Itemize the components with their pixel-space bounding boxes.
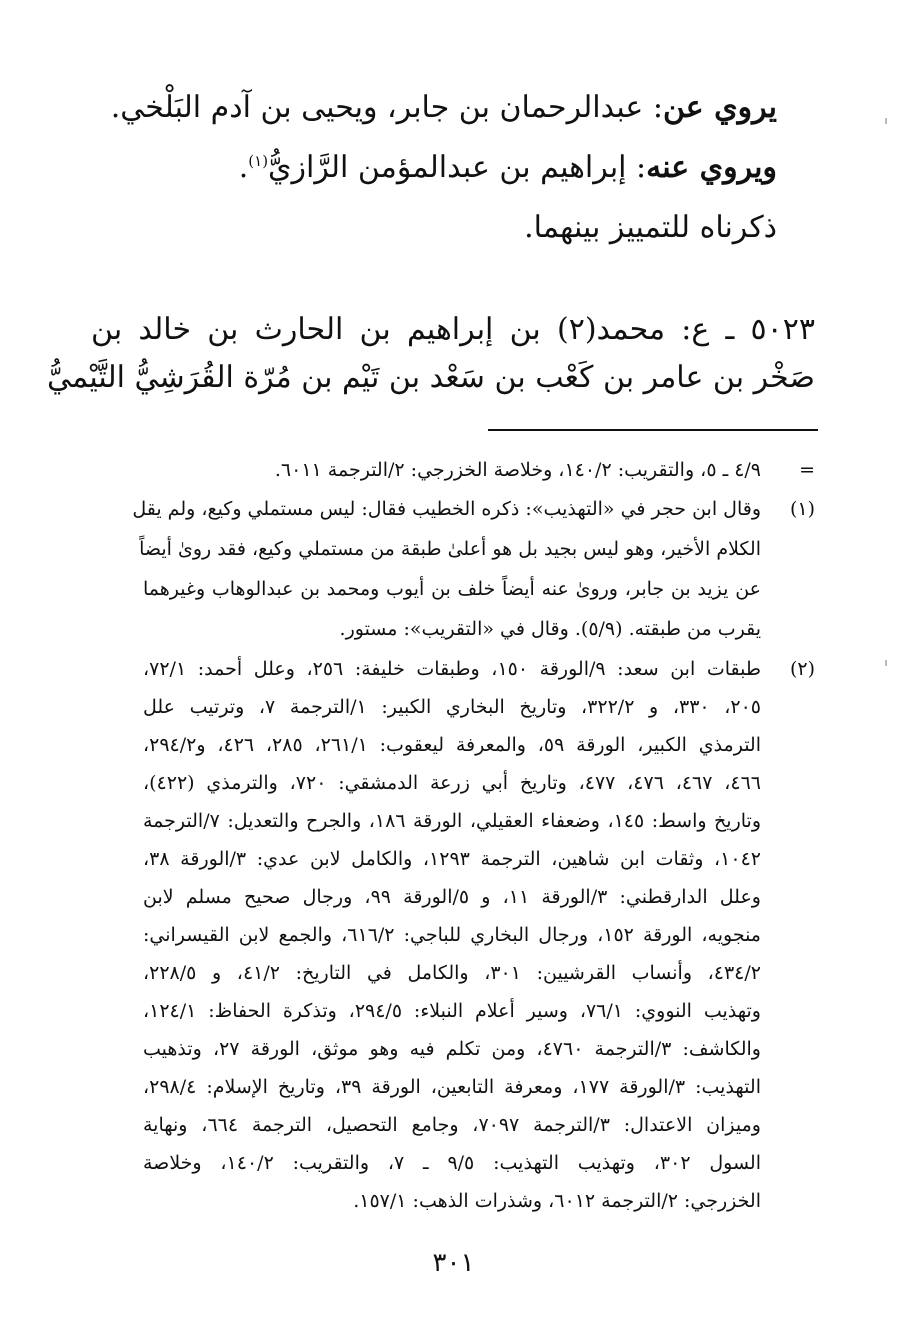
footnote-2-line: التهذيب: ٣/الورقة ١٧٧، ومعرفة التابعين، الورقة ٣٩، وتاريخ الإسلام: ٢٩٨/٤،: [143, 1076, 761, 1098]
footnote-continuation-marker: =: [799, 459, 815, 481]
footnote-1-line: وقال ابن حجر في «التهذيب»: ذكره الخطيب فقال: ليس مستملي وكيع، ولم يقل: [132, 498, 761, 520]
narrated-by-line: [239, 148, 777, 188]
footnote-2-line: ٤٦٦، ٤٦٧، ٤٧٦، ٤٧٧، وتاريخ أبي زرعة الدمشقي: ٧٢٠، والترمذي (٤٢٢)،: [143, 772, 762, 794]
footnote-ref-1: (١): [248, 152, 269, 170]
footnote-2-line: منجويه، الورقة ١٥٢، ورجال البخاري للباجي: ٦١٦/٢، والجمع لابن القيسراني:: [143, 924, 761, 946]
footnote-separator: [488, 429, 818, 431]
footnote-2-marker: (٢): [789, 658, 815, 680]
footnote-2-line: وتهذيب النووي: ٧٦/١، وسير أعلام النبلاء: ٢٩٤/٥، وتذكرة الحفاظ: ١٢٤/١،: [143, 1000, 761, 1022]
footnote-1-line: يقرب من طبقته. (٥/٩). وقال في «التقريب»: مستور.: [339, 618, 761, 640]
footnote-2-line: وعلل الدارقطني: ٣/الورقة ١١، و ٥/الورقة ٩٩، ورجال صحيح مسلم لابن: [143, 886, 761, 908]
narrated-from-label: يروي عن: [662, 90, 777, 125]
footnote-continuation-text: ٤/٩ ـ ٥، والتقريب: ١٤٠/٢، وخلاصة الخزرجي: ٢/الترجمة ٦٠١١.: [274, 459, 761, 481]
footnote-2-line: ١٠٤٢، وثقات ابن شاهين، الترجمة ١٢٩٣، والكامل لابن عدي: ٣/الورقة ٣٨،: [143, 848, 761, 870]
footnote-2-line: طبقات ابن سعد: ٩/الورقة ١٥٠، وطبقات خليفة: ٢٥٦، وعلل أحمد: ٧٢/١،: [143, 658, 761, 680]
footnote-2-line: وميزان الاعتدال: ٣/الترجمة ٧٠٩٧، وجامع التحصيل، الترجمة ٦٦٤، ونهاية: [143, 1114, 761, 1136]
entry-heading-line-1: ٥٠٢٣ ـ ع: محمد(٢) بن إبراهيم بن الحارث بن خالد بن: [91, 312, 815, 347]
footnote-2-line: الخزرجي: ٢/الترجمة ٦٠١٢، وشذرات الذهب: ١٥٧/١.: [353, 1190, 761, 1212]
scan-speck: [885, 660, 887, 666]
entry-heading-line-2: صَخْر بن عامر بن كَعْب بن سَعْد بن تَيْم بن مُرّة القُرَشِيُّ التَّيْميُّ: [47, 360, 815, 395]
footnote-2-line: وتاريخ واسط: ١٤٥، وضعفاء العقيلي، الورقة ١٨٦، والجرح والتعديل: ٧/الترجمة: [143, 810, 761, 832]
distinction-note: ذكرناه للتمييز بينهما.: [524, 210, 777, 245]
footnote-2-line: السول ٣٠٢، وتهذيب التهذيب: ٩/٥ ـ ٧، والتقريب: ١٤٠/٢، وخلاصة: [143, 1152, 761, 1174]
narrated-from-line: [111, 88, 777, 128]
footnote-2-line: الترمذي الكبير، الورقة ٥٩، والمعرفة ليعقوب: ٢٦١/١، ٢٨٥، ٤٢٦، و٢٩٤/٢،: [143, 734, 762, 756]
narrated-by-label: ويروي عنه: [646, 150, 777, 185]
footnote-1-marker: (١): [789, 498, 815, 520]
narrated-from-text: : عبدالرحمان بن جابر، ويحيى بن آدم البَلْخي.: [110, 90, 663, 125]
footnote-1-line: عن يزيد بن جابر، وروىٰ عنه أيضاً خلف بن أيوب ومحمد بن عبدالوهاب وغيرهما: [143, 578, 761, 600]
narrated-by-end: .: [238, 150, 249, 185]
narrated-by-text: : إبراهيم بن عبدالمؤمن الرَّازيُّ: [268, 150, 647, 185]
footnote-2-line: ٤٣٤/٢، وأنساب القرشيين: ٣٠١، والكامل في التاريخ: ٤١/٢، و ٢٢٨/٥،: [143, 962, 761, 984]
scan-speck: [885, 118, 887, 124]
footnote-2-line: ٢٠٥، ٣٣٠، و ٣٢٢/٢، وتاريخ البخاري الكبير: ١/الترجمة ٧، وترتيب علل: [143, 696, 761, 718]
footnote-1-line: الكلام الأخير، وهو ليس بجيد بل هو أعلىٰ طبقة من مستملي وكيع، فقد روىٰ أيضاً: [139, 538, 761, 560]
page-number: ٣٠١: [432, 1248, 475, 1278]
footnote-2-line: والكاشف: ٣/الترجمة ٤٧٦٠، ومن تكلم فيه وهو موثق، الورقة ٢٧، وتذهيب: [143, 1038, 761, 1060]
